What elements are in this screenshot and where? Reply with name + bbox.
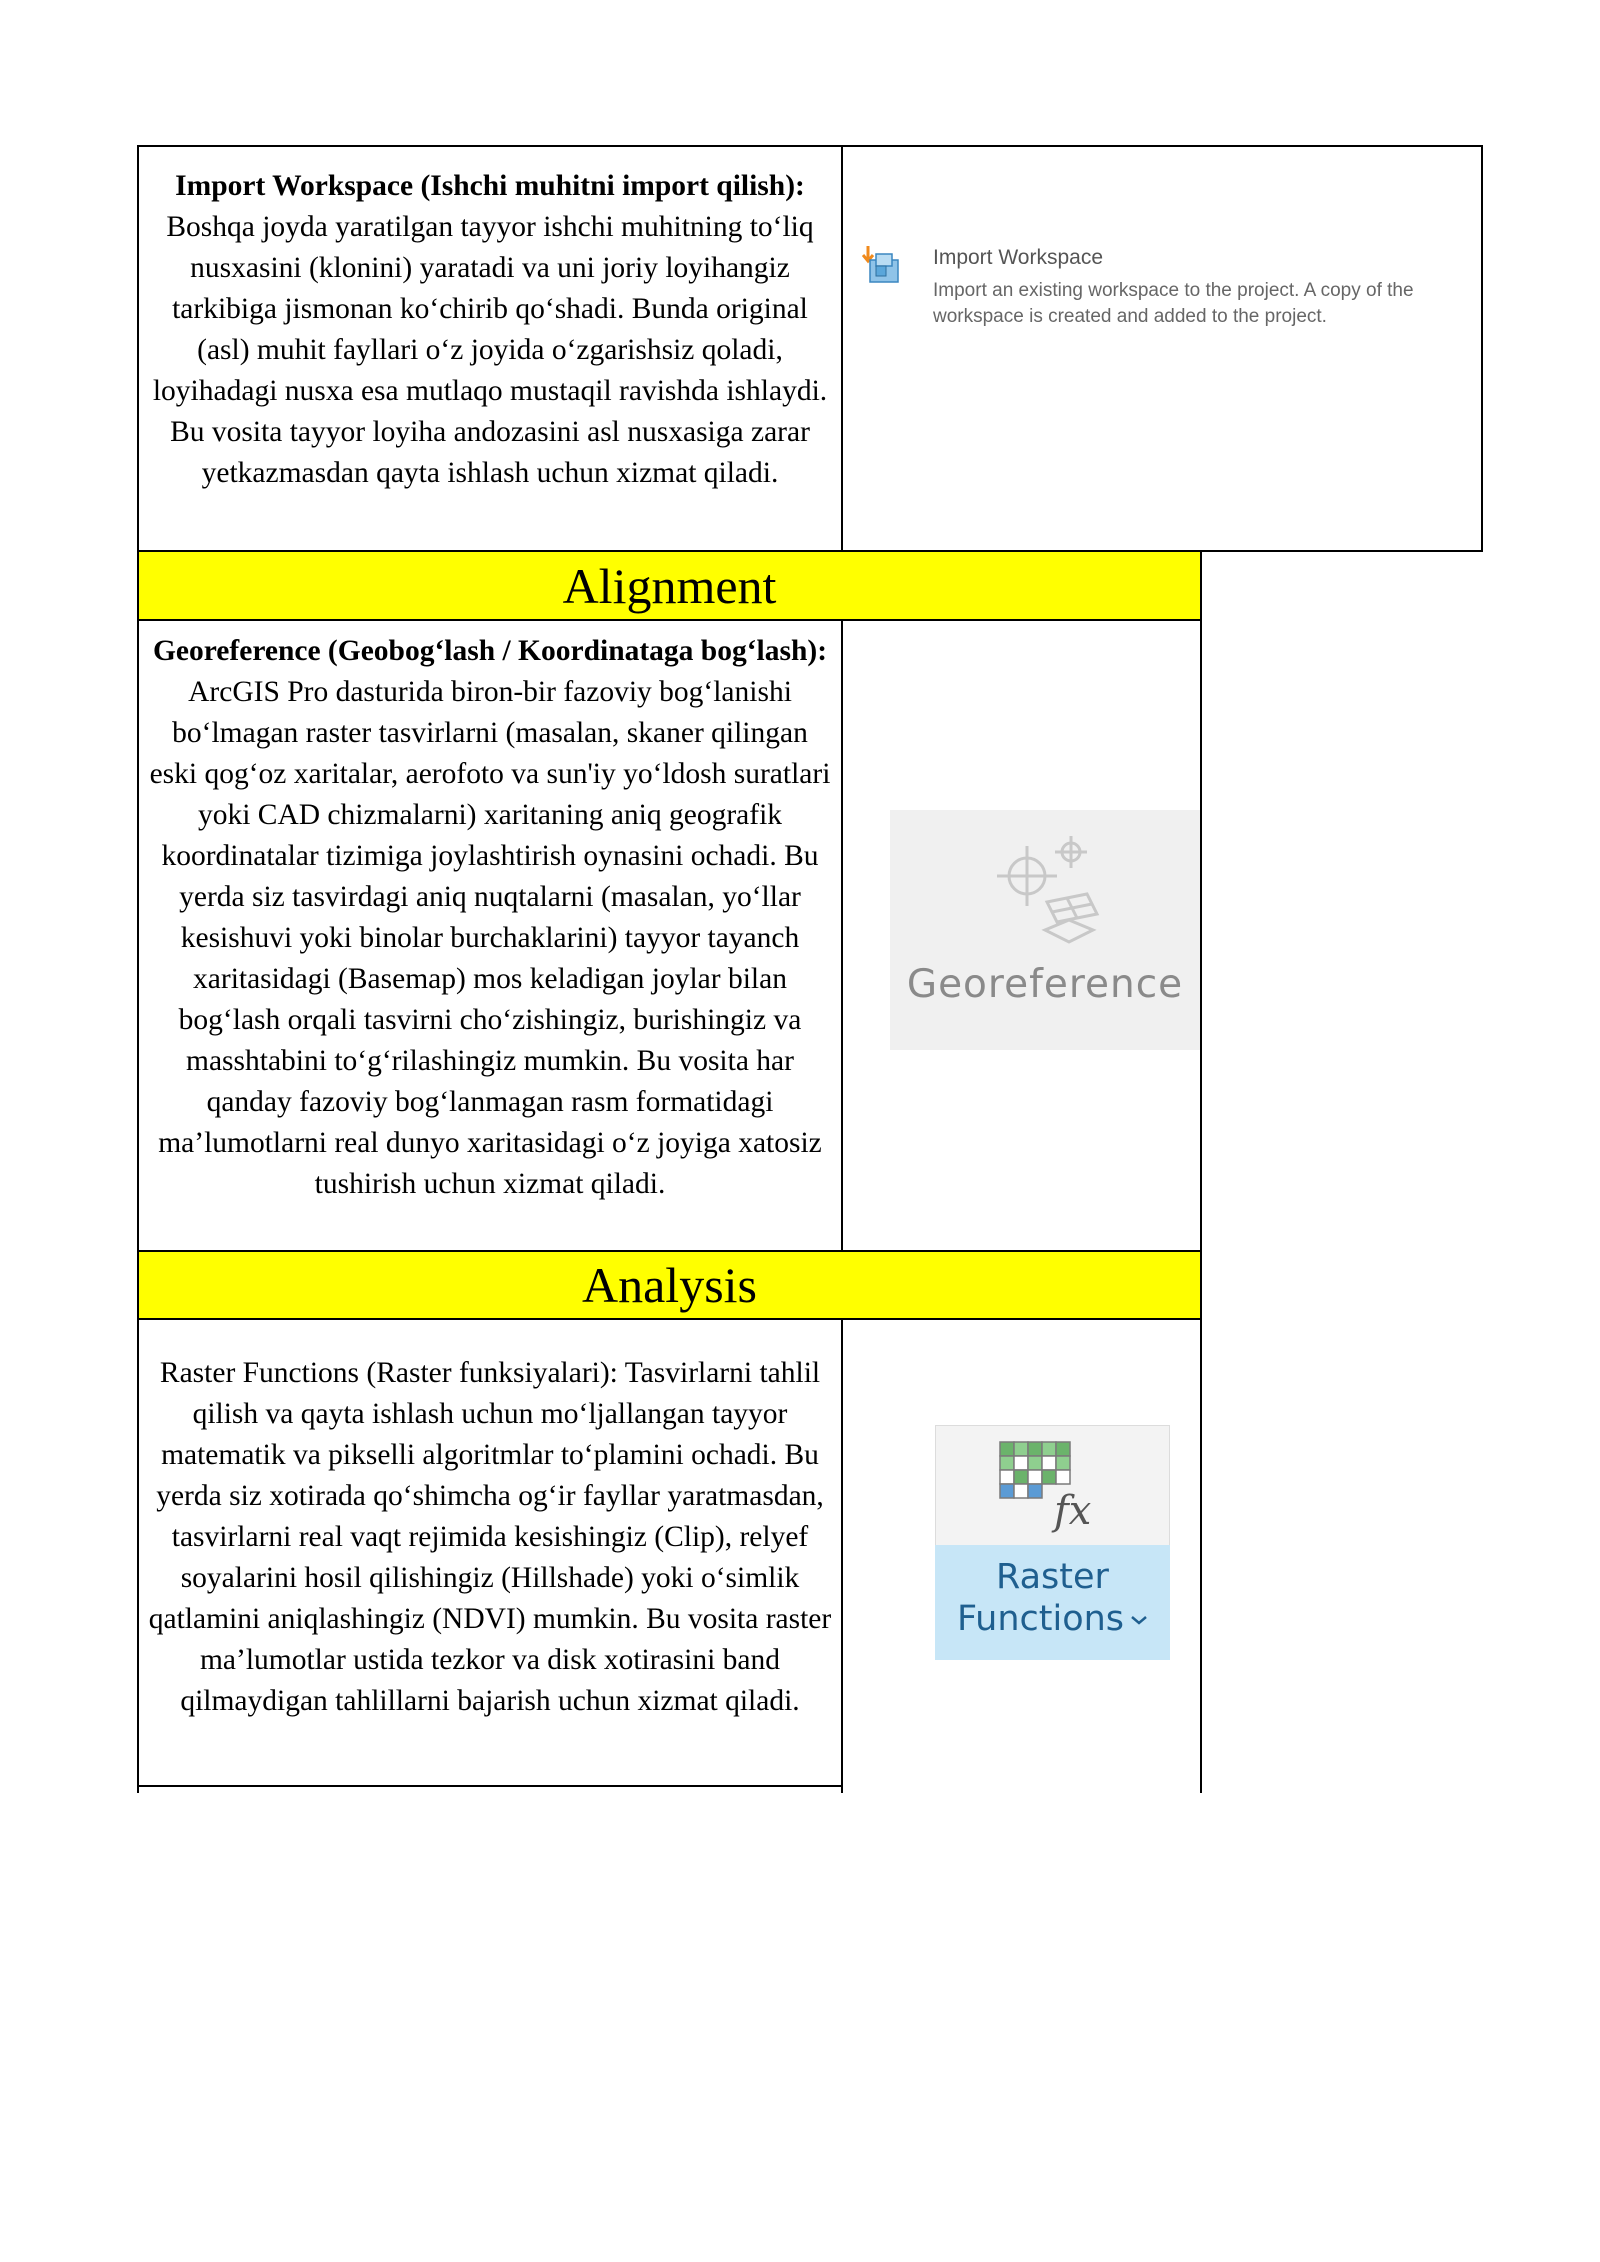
import-workspace-widget-title: Import Workspace	[933, 246, 1103, 269]
raster-functions-button-bottom	[935, 1545, 1170, 1660]
raster-functions-description	[139, 1353, 841, 1722]
raster-functions-label-line1: Raster	[996, 1557, 1109, 1597]
analysis-title: Analysis	[582, 1257, 757, 1313]
raster-functions-label-line2	[935, 1599, 1170, 1640]
raster-functions-text: Raster Functions (Raster funksiyalari): Tasvirlarni tahlil qilish va qayta ishlash uchun mo‘ljallangan tayyor matematik va pikselli algoritmlar to‘plamini ochadi. Bu yerda siz xotirada qo‘shimcha og‘ir fayllar yaratmasdan, tasvirlarni real vaqt rejimida kesishingiz (Clip), relyef soyalarini hosil qilishingiz (Hillshade) yoki o‘simlik qatlamini aniqlashingiz (NDVI) mumkin. Bu vosita raster ma’lumotlar ustida tezkor va disk xotirasini band qilmaydigan tahlillarni bajarish uchun xizmat qiladi.	[148, 1357, 832, 1717]
import-workspace-description	[139, 166, 841, 494]
import-workspace-term: Import Workspace (Ishchi muhitni import qilish):	[175, 170, 805, 202]
georeference-text: ArcGIS Pro dasturida biron-bir fazoviy bog‘lanishi bo‘lmagan raster tasvirlarni (masalan, skaner qilingan eski qog‘oz xaritalar, aerofoto va sun'iy yo‘ldosh suratlari yoki CAD chizmalarni) xaritaning aniq geografik koordinatalar tizimiga joylashtirish oynasini ochadi. Bu yerda siz tasvirdagi aniq nuqtalarni (masalan, yo‘llar kesishuvi yoki binolar burchaklarini) tayyor tayanch xaritasidagi (Basemap) mos keladigan joylar bilan bog‘lash orqali tasvirni cho‘zishingiz, burishingiz va masshtabini to‘g‘rilashingiz mumkin. Bu vosita har qanday fazoviy bog‘lanmagan rasm formatidagi ma’lumotlarni real dunyo xaritasidagi o‘z joyiga xatosiz tushirish uchun xizmat qiladi.	[149, 676, 831, 1200]
georeference-button[interactable]	[890, 810, 1200, 1050]
georeference-label: Georeference	[906, 962, 1184, 1007]
chevron-down-icon	[1130, 1614, 1148, 1626]
alignment-title: Alignment	[562, 557, 777, 614]
raster-functions-button[interactable]	[935, 1425, 1170, 1660]
analysis-section-header	[139, 1252, 1200, 1318]
alignment-section-header	[139, 552, 1200, 619]
import-workspace-widget[interactable]	[860, 242, 1470, 337]
georeference-description	[139, 631, 841, 1205]
import-workspace-text: Boshqa joyda yaratilgan tayyor ishchi muhitning to‘liq nusxasini (klonini) yaratadi va uni joriy loyihangiz tarkibiga jismonan ko‘chirib qo‘shadi. Bunda original (asl) muhit fayllari o‘z joyida o‘zgarishsiz qoladi, loyihadagi nusxa esa mutlaqo mustaqil ravishda ishlaydi. Bu vosita tayyor loyiha andozasini asl nusxasiga zarar yetkazmasdan qayta ishlash uchun xizmat qiladi.	[152, 211, 828, 489]
fx-label: fx	[1054, 1488, 1092, 1534]
import-workspace-icon	[862, 244, 902, 288]
raster-functions-button-top	[935, 1425, 1170, 1545]
georeference-term: Georeference (Geobog‘lash / Koordinataga bog‘lash):	[152, 635, 828, 667]
raster-functions-label-functions: Functions	[956, 1599, 1125, 1639]
georeference-icon	[985, 832, 1115, 952]
import-workspace-widget-description: Import an existing workspace to the project. A copy of the workspace is created and added to the project.	[933, 280, 1414, 327]
